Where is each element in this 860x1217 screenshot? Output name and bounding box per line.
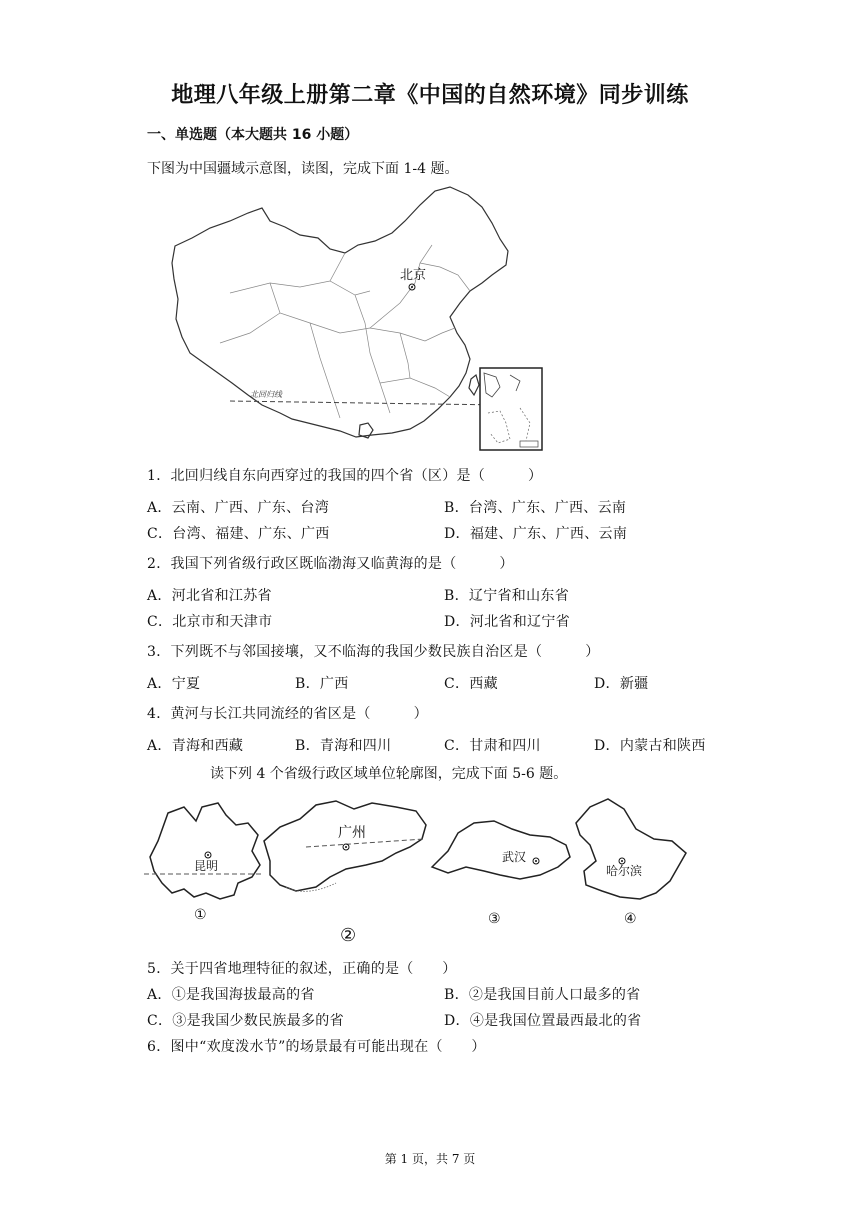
beijing-label: 北京 [400,268,427,283]
province-border [355,295,390,413]
page-title: 地理八年级上册第二章《中国的自然环境》同步训练 [171,83,689,108]
province-border [220,313,280,343]
province-2-guangdong [264,801,426,945]
province-3-hubei [432,821,570,927]
province-2-city: 广州 [338,825,366,841]
question-3-option-b[interactable]: B．广西 [295,676,349,692]
question-1-option-b[interactable]: B．台湾、广东、广西、云南 [444,500,627,516]
province-outlines [140,795,710,945]
question-2-stem: 2．我国下列省级行政区既临渤海又临黄海的是（ ） [147,556,514,572]
question-5-option-c[interactable]: C．③是我国少数民族最多的省 [147,1013,344,1029]
province-1-city: 昆明 [194,859,219,873]
question-5-stem: 5．关于四省地理特征的叙述，正确的是（ ） [147,961,457,977]
question-3-option-d[interactable]: D．新疆 [594,676,649,692]
intro-province-question: 读下列 4 个省级行政区域单位轮廓图，完成下面 5-6 题。 [210,766,568,782]
province-border [400,328,455,341]
question-4-option-a[interactable]: A．青海和西藏 [147,738,244,754]
question-4-option-c[interactable]: C．甘肃和四川 [444,738,541,754]
question-5-option-b[interactable]: B．②是我国目前人口最多的省 [444,987,641,1003]
china-outline [172,187,508,437]
question-4-stem: 4．黄河与长江共同流经的省区是（ ） [147,706,428,722]
question-1-option-d[interactable]: D．福建、广东、广西、云南 [444,526,628,542]
province-1-yunnan [144,803,262,923]
province-3-city: 武汉 [502,850,527,864]
taiwan-island [469,375,479,395]
question-2-option-a[interactable]: A．河北省和江苏省 [147,588,272,604]
page-footer: 第 1 页，共 7 页 [384,1152,476,1166]
question-5-option-d[interactable]: D．④是我国位置最西最北的省 [444,1013,642,1029]
question-3-stem: 3．下列既不与邻国接壤，又不临海的我国少数民族自治区是（ ） [147,644,600,660]
question-2-option-d[interactable]: D．河北省和辽宁省 [444,614,570,630]
province-border [310,323,340,418]
province-3-number: ③ [488,911,501,927]
question-1-stem: 1．北回归线自东向西穿过的我国的四个省（区）是（ ） [147,468,543,484]
china-map [170,183,550,453]
province-border [370,245,432,328]
question-4-option-b[interactable]: B．青海和四川 [295,738,392,754]
question-5-option-a[interactable]: A．①是我国海拔最高的省 [147,987,315,1003]
province-border [270,283,400,333]
intro-map-question: 下图为中国疆域示意图，读图，完成下面 1-4 题。 [147,161,459,177]
question-1-option-c[interactable]: C．台湾、福建、广东、广西 [147,526,330,542]
province-2-number: ② [340,925,357,945]
province-border [380,378,450,397]
province-4-number: ④ [624,911,637,927]
question-1-option-a[interactable]: A．云南、广西、广东、台湾 [147,500,330,516]
tropic-of-cancer-line [230,401,500,405]
tropic-label: 北回归线 [250,390,282,399]
province-1-number: ① [194,907,207,923]
question-3-option-a[interactable]: A．宁夏 [147,676,201,692]
section-heading: 一、单选题（本大题共 16 小题） [147,127,359,143]
question-6-stem: 6．图中“欢度泼水节”的场景最有可能出现在（ ） [147,1039,486,1055]
question-4-option-d[interactable]: D．内蒙古和陕西 [594,738,706,754]
province-border [420,263,470,291]
province-border [400,333,410,378]
question-2-option-b[interactable]: B．辽宁省和山东省 [444,588,569,604]
south-china-sea-inset [480,368,542,450]
province-4-heilongjiang [576,799,686,927]
province-border [330,253,345,281]
question-2-option-c[interactable]: C．北京市和天津市 [147,614,273,630]
question-3-option-c[interactable]: C．西藏 [444,676,498,692]
province-border [230,281,370,295]
province-4-city: 哈尔滨 [606,864,643,878]
